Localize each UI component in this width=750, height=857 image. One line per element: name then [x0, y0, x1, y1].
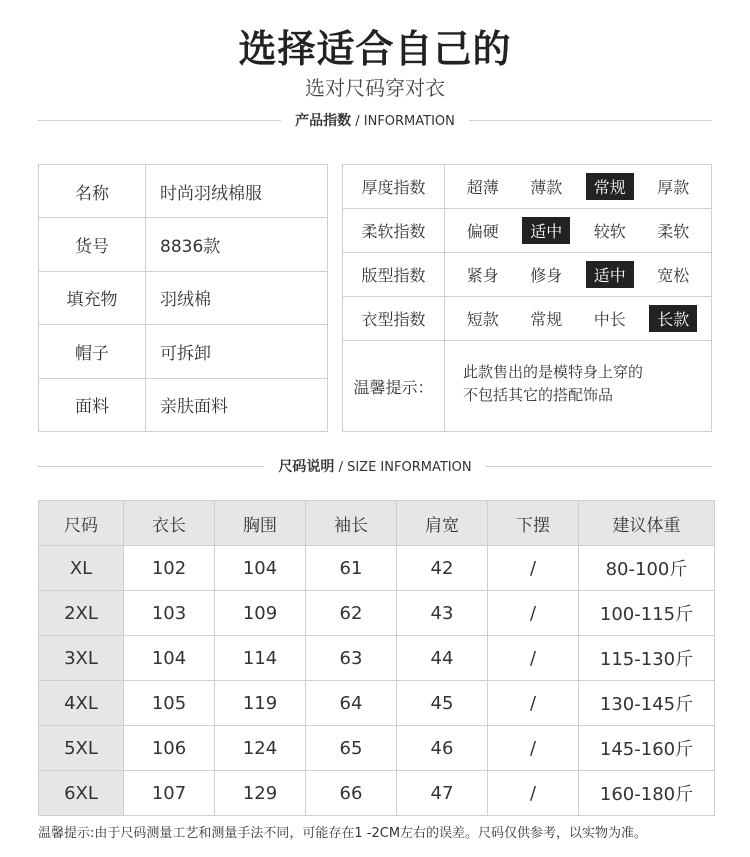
table-cell: 106	[124, 726, 215, 771]
table-cell: 45	[397, 681, 488, 726]
column-header: 尺码	[39, 501, 124, 546]
table-cell: 44	[397, 636, 488, 681]
info-value: 羽绒棉	[146, 271, 328, 324]
index-option-selected: 常规	[586, 173, 634, 200]
size-cell: XL	[39, 546, 124, 591]
table-cell: 104	[124, 636, 215, 681]
index-key: 厚度指数	[343, 165, 445, 208]
info-value: 亲肤面料	[146, 378, 328, 431]
table-cell: 100-115斤	[579, 591, 715, 636]
product-section-header	[38, 110, 712, 130]
index-option: 厚款	[657, 178, 690, 197]
divider	[469, 120, 712, 121]
size-cell: 3XL	[39, 636, 124, 681]
info-row	[39, 378, 328, 431]
section-label: 尺码说明 / SIZE INFORMATION	[278, 459, 472, 475]
size-cell: 2XL	[39, 591, 124, 636]
index-option: 短款	[466, 310, 499, 329]
table-cell: 63	[306, 636, 397, 681]
column-header: 胸围	[215, 501, 306, 546]
info-key: 面料	[39, 378, 146, 431]
table-cell: 80-100斤	[579, 546, 715, 591]
tip-text	[445, 341, 711, 431]
page-title: 选择适合自己的	[238, 27, 512, 71]
table-row	[39, 771, 715, 816]
size-table-header	[39, 501, 715, 546]
size-cell: 4XL	[39, 681, 124, 726]
table-cell: /	[488, 636, 579, 681]
index-option: 偏硬	[466, 222, 499, 241]
column-header: 下摆	[488, 501, 579, 546]
index-options	[445, 297, 711, 340]
table-cell: 65	[306, 726, 397, 771]
index-option: 宽松	[657, 266, 690, 285]
table-cell: 104	[215, 546, 306, 591]
footnote: 温馨提示:由于尺码测量工艺和测量手法不同，可能存在1 -2CM左右的误差。尺码仅供参考，以实物为准。	[38, 826, 648, 841]
table-cell: /	[488, 591, 579, 636]
table-cell: 46	[397, 726, 488, 771]
table-cell: 103	[124, 591, 215, 636]
column-header: 衣长	[124, 501, 215, 546]
table-cell: /	[488, 546, 579, 591]
info-row	[39, 165, 328, 218]
table-cell: 109	[215, 591, 306, 636]
table-row	[39, 681, 715, 726]
size-table	[38, 500, 715, 816]
info-key: 填充物	[39, 271, 146, 324]
index-row-fit	[343, 253, 711, 297]
index-option: 超薄	[466, 178, 499, 197]
size-cell: 5XL	[39, 726, 124, 771]
table-cell: 115-130斤	[579, 636, 715, 681]
table-cell: 114	[215, 636, 306, 681]
table-cell: 61	[306, 546, 397, 591]
index-options	[445, 253, 711, 296]
column-header: 袖长	[306, 501, 397, 546]
size-section-header	[38, 456, 712, 476]
tip-line: 不包括其它的搭配饰品	[463, 386, 614, 404]
tip-key: 温馨提示：	[343, 341, 445, 431]
table-cell: 102	[124, 546, 215, 591]
tip-line: 此款售出的是模特身上穿的	[463, 363, 644, 381]
info-row	[39, 325, 328, 378]
info-key: 货号	[39, 218, 146, 271]
table-row	[39, 636, 715, 681]
index-option: 柔软	[657, 222, 690, 241]
index-options	[445, 209, 711, 252]
info-key: 名称	[39, 165, 146, 218]
index-row-length	[343, 297, 711, 341]
table-cell: 129	[215, 771, 306, 816]
index-row-softness	[343, 209, 711, 253]
section-label: 产品指数 / INFORMATION	[295, 113, 455, 129]
info-value: 时尚羽绒棉服	[146, 165, 328, 218]
index-option: 紧身	[466, 266, 499, 285]
table-cell: 107	[124, 771, 215, 816]
table-row	[39, 591, 715, 636]
product-index-table	[342, 164, 712, 432]
table-cell: 64	[306, 681, 397, 726]
table-cell: /	[488, 681, 579, 726]
index-option: 常规	[530, 310, 563, 329]
index-option-selected: 长款	[649, 305, 697, 332]
table-cell: 62	[306, 591, 397, 636]
column-header: 建议体重	[579, 501, 715, 546]
index-option-selected: 适中	[522, 217, 570, 244]
table-cell: 160-180斤	[579, 771, 715, 816]
table-cell: 145-160斤	[579, 726, 715, 771]
index-option-selected: 适中	[586, 261, 634, 288]
table-cell: 47	[397, 771, 488, 816]
index-option: 中长	[593, 310, 626, 329]
index-row-thickness	[343, 165, 711, 209]
product-info-table	[38, 164, 328, 432]
info-value: 8836款	[146, 218, 328, 271]
table-cell: 66	[306, 771, 397, 816]
table-cell: 130-145斤	[579, 681, 715, 726]
info-row	[39, 218, 328, 271]
table-cell: 119	[215, 681, 306, 726]
table-cell: /	[488, 726, 579, 771]
table-cell: 105	[124, 681, 215, 726]
table-row	[39, 726, 715, 771]
table-row	[39, 546, 715, 591]
size-cell: 6XL	[39, 771, 124, 816]
table-cell: 42	[397, 546, 488, 591]
index-option: 修身	[530, 266, 563, 285]
divider	[38, 466, 264, 467]
column-header: 肩宽	[397, 501, 488, 546]
table-cell: 124	[215, 726, 306, 771]
tip-row	[343, 341, 711, 431]
info-row	[39, 271, 328, 324]
table-cell: 43	[397, 591, 488, 636]
index-option: 薄款	[530, 178, 563, 197]
info-value: 可拆卸	[146, 325, 328, 378]
page-subtitle: 选对尺码穿对衣	[305, 76, 445, 100]
index-option: 较软	[593, 222, 626, 241]
index-options	[445, 165, 711, 208]
divider	[486, 466, 712, 467]
table-cell: /	[488, 771, 579, 816]
index-key: 版型指数	[343, 253, 445, 296]
info-key: 帽子	[39, 325, 146, 378]
index-key: 衣型指数	[343, 297, 445, 340]
index-key: 柔软指数	[343, 209, 445, 252]
divider	[38, 120, 281, 121]
